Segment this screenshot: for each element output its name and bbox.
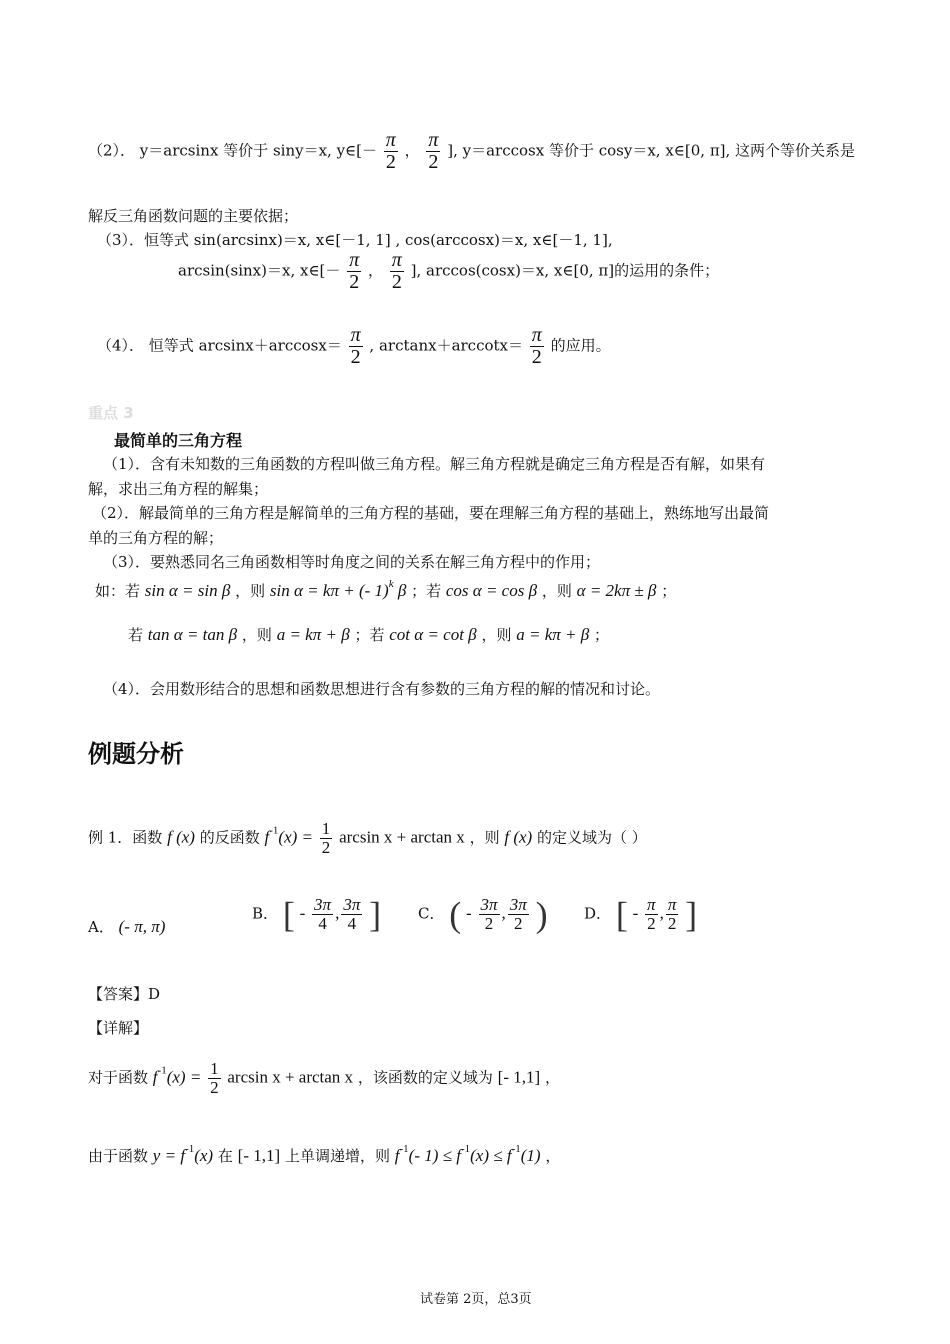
option-c[interactable]: C． ( - $\frac{3\pi}{2}$ , $\frac{3\pi}{2}$ ) xyxy=(418,894,548,935)
fraction-one-half: $\frac{1}{2}$ xyxy=(210,1059,219,1097)
fraction-pi-over-2: $\frac{\pi}{2}$ xyxy=(350,324,361,368)
focus-3-p3: （3）．要熟悉同名三角函数相等时角度之间的关系在解三角方程中的作用； xyxy=(103,553,601,571)
item-2-continuation: 解反三角函数问题的主要依据； xyxy=(88,207,299,225)
option-a[interactable]: A． (- π, π) xyxy=(88,917,166,936)
item-3-line-1: （3）．恒等式 sin(arcsinx)＝x, x∈[－1, 1] , cos(arccosx)＝x, x∈[－1, 1], xyxy=(97,231,613,249)
answer-line: 【答案】D xyxy=(88,985,161,1003)
fraction-pi-over-2: $\frac{\pi}{2}$ xyxy=(428,129,439,173)
focus-3-example-line-2: 若 tan α = tan β ，则 a = kπ + β ；若 cot α = cot β ，则 a = kπ + β ； xyxy=(128,625,610,644)
item-3-line-2: arcsin(sinx)＝x, x∈[－ $\frac{\pi}{2}$ ， $\frac{\pi}{2}$ ], arccos(cosx)＝x, x∈[0, π]的运用的条件； xyxy=(178,249,720,293)
fraction-pi-over-2: $\frac{\pi}{2}$ xyxy=(531,324,542,368)
focus-3-p2a: （2）．解最简单的三角方程是解简单的三角方程的基础，要在理解三角方程的基础上，熟练地写出最简 xyxy=(92,504,770,522)
page-footer: 试卷第 2页，总3页 xyxy=(420,1292,532,1307)
focus-3-p1b: 解，求出三角方程的解集； xyxy=(88,480,269,498)
focus-3-example-line-1: 如：若 sin α = sin β ，则 sin α = kπ + (- 1)$^k$ β ；若 cos α = cos β ，则 α = 2kπ ± β ； xyxy=(95,578,677,600)
section-title: 例题分析 xyxy=(88,740,184,768)
focus-3-p2b: 单的三角方程的解； xyxy=(88,529,224,547)
item-2-line: （2）． y＝arcsinx 等价于 siny＝x, y∈[－ $\frac{\pi}{2}$ ， $\frac{\pi}{2}$ ], y＝arccosx 等价于 cosy＝x, x∈[0, π], 这两个等价关系是 xyxy=(88,129,856,173)
fraction-pi-over-2: $\frac{\pi}{2}$ xyxy=(391,249,402,293)
item-4-line: （4）． 恒等式 arcsinx＋arccosx＝ $\frac{\pi}{2}$ , arctanx＋arccotx＝ $\frac{\pi}{2}$ 的应用。 xyxy=(97,324,611,368)
focus-3-p4: （4）．会用数形结合的思想和函数思想进行含有参数的三角方程的解的情况和讨论。 xyxy=(103,680,661,698)
item-2-text-a: （2）． y＝arcsinx 等价于 siny＝x, y∈[－ xyxy=(88,141,378,160)
fraction-pi-over-2: $\frac{\pi}{2}$ xyxy=(385,129,396,173)
example-1-question: 例 1．函数 f (x) 的反函数 $f^{-1}(x)$ = $\frac{1}{2}$ arcsin x + arctan x ，则 f (x) 的定义域为（ ） xyxy=(88,819,647,857)
fraction-pi-over-2: $\frac{\pi}{2}$ xyxy=(349,249,360,293)
item-2-text-b: ], y＝arccosx 等价于 cosy＝x, x∈[0, π], 这两个等价关系是 xyxy=(447,141,856,160)
detail-line-1: 对于函数 $f^{-1}(x)$ = $\frac{1}{2}$ arcsin x + arctan x ，该函数的定义域为 [- 1,1] ， xyxy=(88,1059,560,1097)
option-b[interactable]: B． [ - $\frac{3\pi}{4}$ , $\frac{3\pi}{4}$ ] xyxy=(252,894,382,935)
detail-label: 【详解】 xyxy=(88,1019,149,1037)
focus-3-p1a: （1）．含有未知数的三角函数的方程叫做三角方程。解三角方程就是确定三角方程是否有解，如果有 xyxy=(103,455,766,473)
option-d[interactable]: D． [ - $\frac{\pi}{2}$ , $\frac{\pi}{2}$ ] xyxy=(584,894,698,935)
focus-3-title: 最简单的三角方程 xyxy=(114,431,243,450)
focus-3-label: 重点 3 xyxy=(88,404,134,422)
fraction-one-half: $\frac{1}{2}$ xyxy=(321,819,331,857)
detail-line-2: 由于函数 $y = f^{-1}(x)$ 在 [- 1,1] 上单调递增，则 $f^{-1}(-$ $1) \le f^{-1}(x) \le f^{-1}(1)$ ， xyxy=(88,1143,561,1165)
